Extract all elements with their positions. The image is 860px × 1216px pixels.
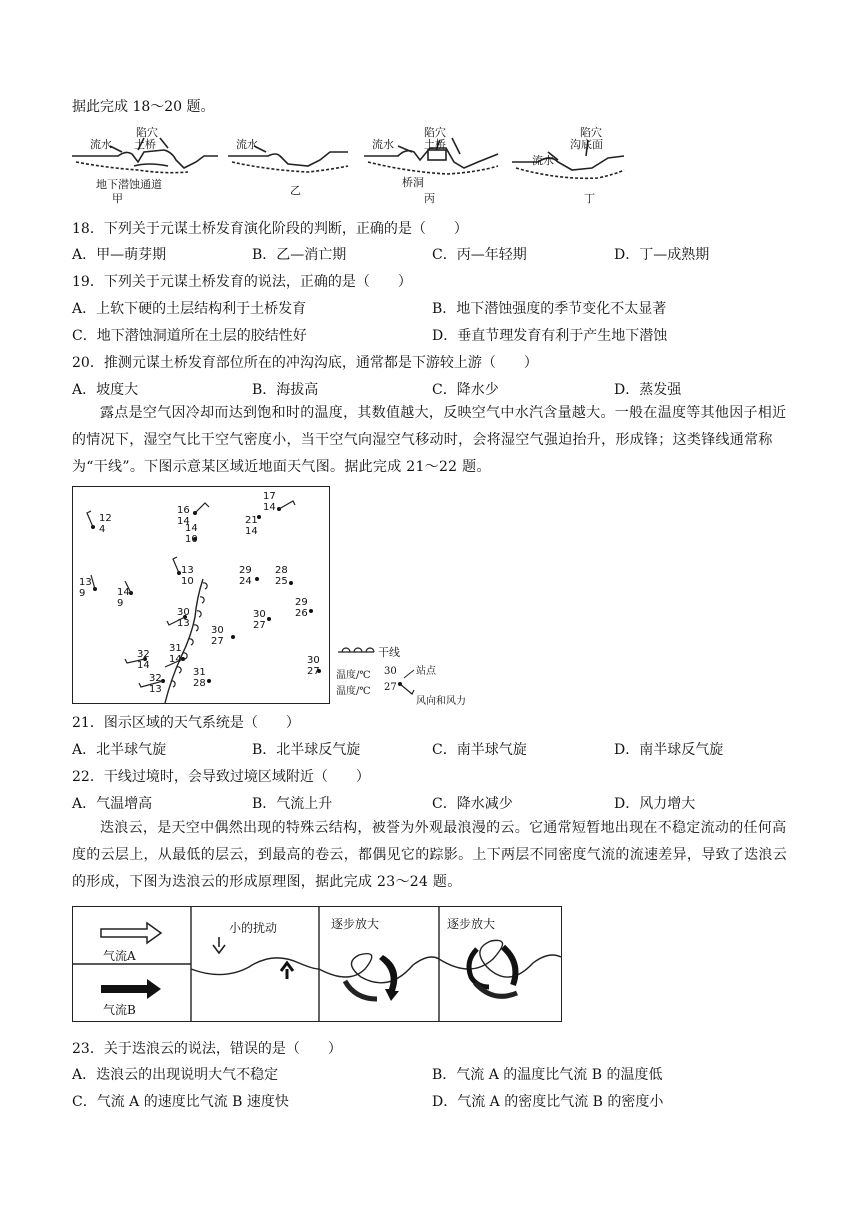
station-temp: 31 28 bbox=[193, 667, 206, 689]
q22-option-d[interactable]: D．风力增大 bbox=[614, 796, 696, 812]
q21-option-d[interactable]: D．南半球反气旋 bbox=[614, 742, 724, 758]
q23-option-d[interactable]: D．气流 A 的密度比气流 B 的密度小 bbox=[432, 1094, 664, 1110]
station-temp: 28 25 bbox=[275, 565, 288, 587]
q22-option-a[interactable]: A．气温增高 bbox=[72, 796, 153, 812]
q22-option-b[interactable]: B．气流上升 bbox=[252, 796, 333, 812]
label-sinkhole-1: 陷穴 bbox=[136, 126, 158, 139]
q18-option-a[interactable]: A．甲—萌芽期 bbox=[72, 247, 167, 263]
station-temp: 12 4 bbox=[99, 513, 112, 535]
label-sinkhole-4: 陷穴 bbox=[580, 126, 602, 139]
q23-option-a[interactable]: A．迭浪云的出现说明大气不稳定 bbox=[72, 1067, 279, 1083]
question-22-stem: 22．干线过境时，会导致过境区域附近（ ） bbox=[72, 769, 370, 785]
q20-option-a[interactable]: A．坡度大 bbox=[72, 382, 139, 398]
legend-wind: 风向和风力 bbox=[416, 696, 466, 707]
station-temp: 32 13 bbox=[149, 673, 162, 695]
station-temp: 14 9 bbox=[117, 587, 130, 609]
label-flow-3: 流水 bbox=[372, 138, 394, 151]
station-temp: 30 27 bbox=[211, 625, 224, 647]
intro-text: 据此完成 18～20 题。 bbox=[72, 99, 215, 115]
station-temp: 32 14 bbox=[137, 649, 150, 671]
panel-label-yi: 乙 bbox=[290, 184, 301, 197]
label-amplify-2: 逐步放大 bbox=[447, 917, 496, 931]
question-20-stem: 20．推测元谋土桥发育部位所在的冲沟沟底，通常都是下游较上游（ ） bbox=[72, 355, 538, 371]
weather-map-legend bbox=[334, 640, 484, 706]
station-temp: 29 26 bbox=[295, 597, 308, 619]
panel-label-bing: 丙 bbox=[424, 192, 435, 205]
station-temp: 21 14 bbox=[245, 515, 258, 537]
q22-option-c[interactable]: C．降水减少 bbox=[432, 796, 513, 812]
label-small-disturbance: 小的扰动 bbox=[229, 921, 278, 935]
station-temp: 13 9 bbox=[79, 577, 92, 599]
question-18-stem: 18．下列关于元谋土桥发育演化阶段的判断，正确的是（ ） bbox=[72, 221, 468, 237]
panel-label-jia: 甲 bbox=[112, 192, 123, 205]
label-flow-4: 流水 bbox=[532, 154, 554, 167]
q21-option-a[interactable]: A．北半球气旋 bbox=[72, 742, 167, 758]
legend-temp: 温度/℃ bbox=[336, 670, 371, 681]
legend-dew: 温度/℃ bbox=[336, 686, 371, 697]
panel-label-ding: 丁 bbox=[584, 192, 595, 205]
legend-sample-d: 27 bbox=[384, 682, 397, 693]
label-airflow-a: 气流A bbox=[103, 949, 136, 963]
billow-cloud-diagram bbox=[72, 906, 562, 1022]
label-gully-bottom: 沟底面 bbox=[570, 138, 603, 151]
label-bridge-3: 土桥 bbox=[424, 138, 446, 151]
legend-dryline: 干线 bbox=[378, 646, 400, 659]
question-21-stem: 21．图示区域的天气系统是（ ） bbox=[72, 715, 300, 731]
station-temp: 13 10 bbox=[181, 565, 194, 587]
label-flow-2: 流水 bbox=[236, 138, 258, 151]
q20-option-d[interactable]: D．蒸发强 bbox=[614, 382, 682, 398]
q21-option-c[interactable]: C．南半球气旋 bbox=[432, 742, 527, 758]
q18-option-c[interactable]: C．丙—年轻期 bbox=[432, 247, 527, 263]
station-temp: 14 10 bbox=[185, 523, 198, 545]
q19-option-d[interactable]: D．垂直节理发育有利于产生地下潜蚀 bbox=[432, 328, 668, 344]
q18-option-d[interactable]: D．丁—成熟期 bbox=[614, 247, 710, 263]
label-sinkhole-3: 陷穴 bbox=[424, 126, 446, 139]
station-temp: 17 14 bbox=[263, 491, 276, 513]
label-tunnel: 地下潜蚀通道 bbox=[96, 178, 162, 191]
q20-option-b[interactable]: B．海拔高 bbox=[252, 382, 319, 398]
q23-option-c[interactable]: C．气流 A 的速度比气流 B 速度快 bbox=[72, 1094, 289, 1110]
q19-option-b[interactable]: B．地下潜蚀强度的季节变化不太显著 bbox=[432, 301, 667, 317]
station-temp: 16 14 bbox=[177, 505, 190, 527]
q18-option-b[interactable]: B．乙—消亡期 bbox=[252, 247, 347, 263]
station-temp: 31 14 bbox=[169, 643, 182, 665]
legend-sample-t: 30 bbox=[384, 666, 397, 677]
label-airflow-b: 气流B bbox=[103, 1003, 136, 1017]
q20-option-c[interactable]: C．降水少 bbox=[432, 382, 499, 398]
label-amplify-1: 逐步放大 bbox=[331, 917, 380, 931]
label-bridge-hole: 桥洞 bbox=[402, 176, 424, 189]
station-temp: 30 13 bbox=[177, 607, 190, 629]
label-flow-1: 流水 bbox=[90, 138, 112, 151]
q23-option-b[interactable]: B．气流 A 的温度比气流 B 的温度低 bbox=[432, 1067, 663, 1083]
q21-option-b[interactable]: B．北半球反气旋 bbox=[252, 742, 361, 758]
station-temp: 29 24 bbox=[239, 565, 252, 587]
station-temp: 30 27 bbox=[307, 655, 320, 677]
q19-option-c[interactable]: C．地下潜蚀洞道所在土层的胶结性好 bbox=[72, 328, 307, 344]
question-23-stem: 23．关于迭浪云的说法，错误的是（ ） bbox=[72, 1041, 342, 1057]
weather-map bbox=[72, 486, 330, 704]
station-temp: 30 27 bbox=[253, 609, 266, 631]
dew-point-passage: 露点是空气因冷却而达到饱和时的温度，其数值越大，反映空气中水汽含量越大。一般在温度等其他因子相近的情况下，湿空气比干空气密度小，当干空气向湿空气移动时，会将湿空气强迫抬升，形成锋；这类锋线通常称为“干线”。下图示意某区域近地面天气图。据此完成 21～22 题。 bbox=[72, 405, 787, 475]
billow-cloud-passage: 迭浪云，是天空中偶然出现的特殊云结构，被誉为外观最浪漫的云。它通常短暂地出现在不稳定流动的任何高度的云层上，从最低的层云，到最高的卷云，都偶见它的踪影。上下两层不同密度气流的流速差异，导致了迭浪云的形成，下图为迭浪云的形成原理图，据此完成 23～24 题。 bbox=[72, 820, 787, 890]
q19-option-a[interactable]: A．上软下硬的土层结构利于土桥发育 bbox=[72, 301, 307, 317]
legend-station: 站点 bbox=[416, 666, 436, 677]
label-bridge-1: 土桥 bbox=[134, 138, 156, 151]
question-19-stem: 19．下列关于元谋土桥发育的说法，正确的是（ ） bbox=[72, 274, 412, 290]
earth-bridge-figure bbox=[68, 122, 628, 208]
